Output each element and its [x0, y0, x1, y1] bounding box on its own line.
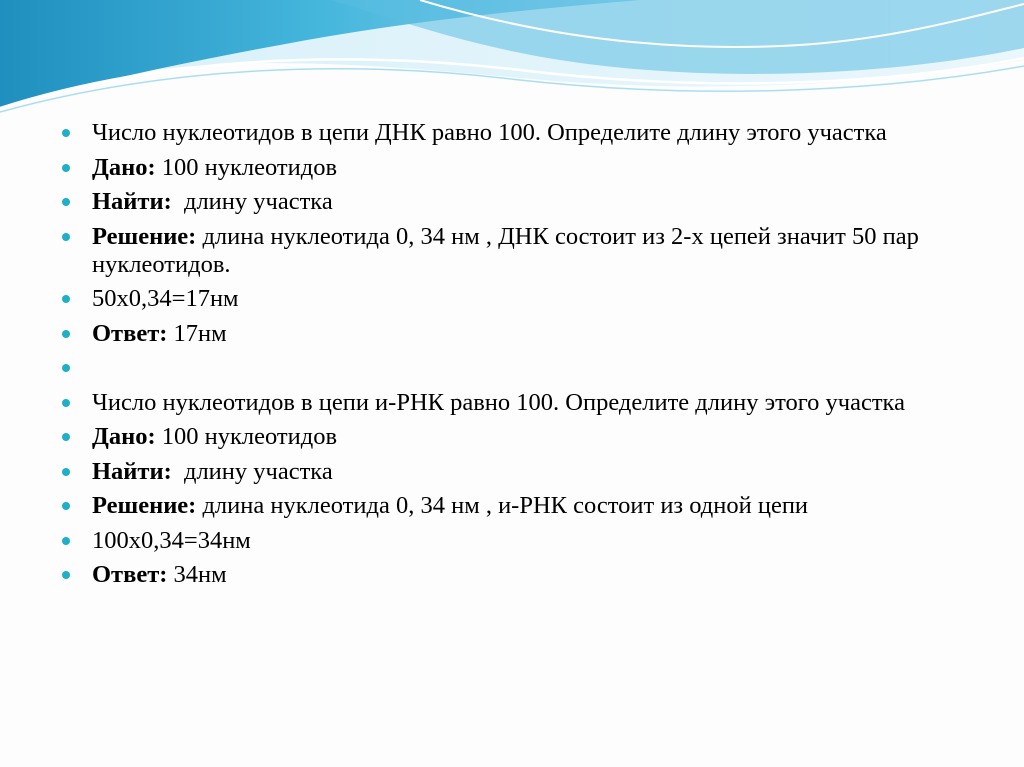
bullet-icon	[62, 468, 70, 476]
list-item: Найти: длину участка	[62, 188, 962, 216]
list-item: Дано: 100 нуклеотидов	[62, 423, 962, 451]
bullet-icon	[62, 433, 70, 441]
list-item: Решение: длина нуклеотида 0, 34 нм , ДНК состоит из 2-х цепей значит 50 пар нуклеотидов.	[62, 223, 962, 279]
list-item: Ответ: 17нм	[62, 320, 962, 348]
bullet-icon	[62, 330, 70, 338]
bullet-icon	[62, 571, 70, 579]
list-item: Ответ: 34нм	[62, 561, 962, 589]
list-item: Число нуклеотидов в цепи и-РНК равно 100. Определите длину этого участка	[62, 389, 962, 417]
bullet-icon	[62, 295, 70, 303]
bullet-icon	[62, 502, 70, 510]
bullet-icon	[62, 364, 70, 372]
list-item-empty	[62, 354, 962, 382]
bullet-list	[62, 119, 962, 596]
list-item: 50х0,34=17нм	[62, 285, 962, 313]
list-item: Решение: длина нуклеотида 0, 34 нм , и-РНК состоит из одной цепи	[62, 492, 962, 520]
bullet-icon	[62, 129, 70, 137]
list-item: Найти: длину участка	[62, 458, 962, 486]
list-item: Число нуклеотидов в цепи ДНК равно 100. Определите длину этого участка	[62, 119, 962, 147]
bullet-icon	[62, 198, 70, 206]
bullet-icon	[62, 164, 70, 172]
bullet-icon	[62, 399, 70, 407]
bullet-icon	[62, 537, 70, 545]
list-item: 100х0,34=34нм	[62, 527, 962, 555]
list-item: Дано: 100 нуклеотидов	[62, 154, 962, 182]
header-wave-decoration	[0, 0, 1024, 120]
bullet-icon	[62, 233, 70, 241]
